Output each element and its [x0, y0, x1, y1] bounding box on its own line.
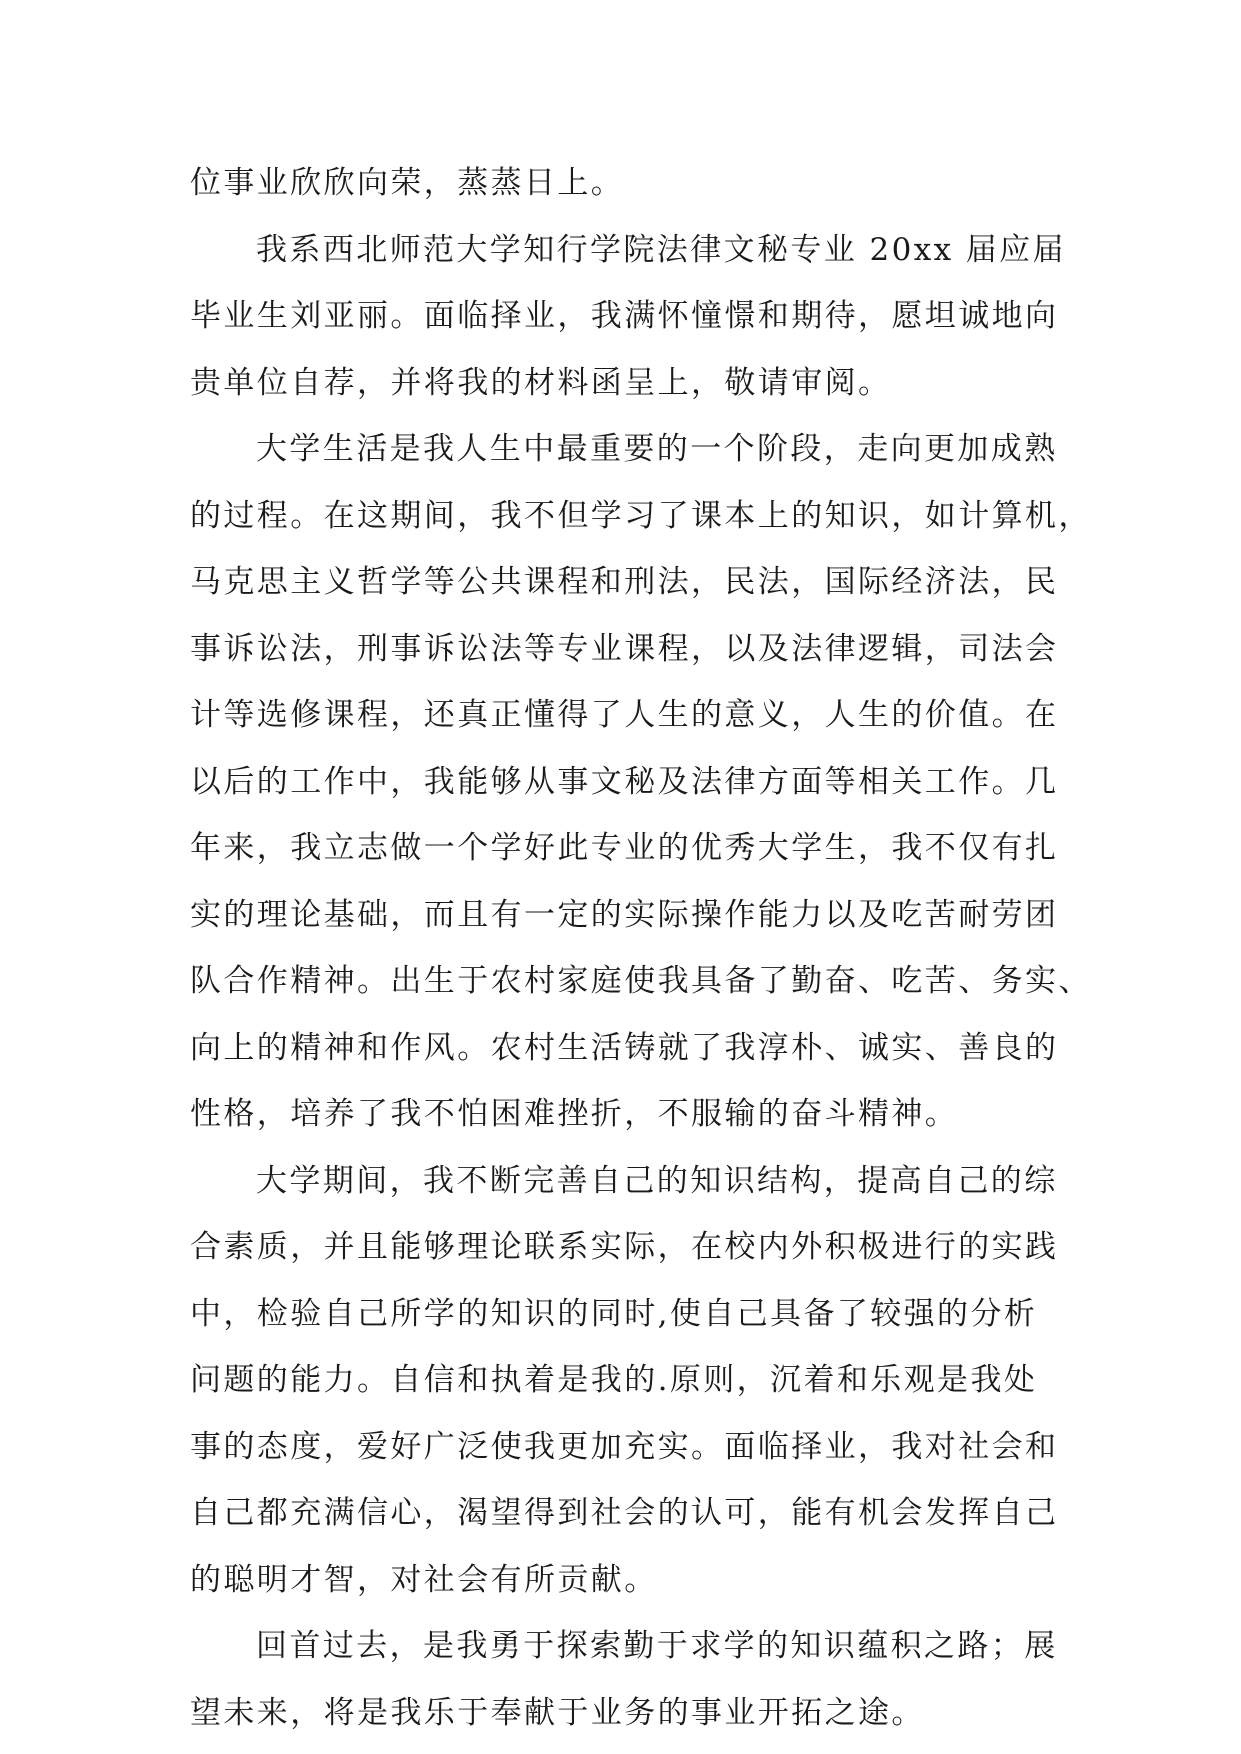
text-line: 毕业生刘亚丽。面临择业，我满怀憧憬和期待，愿坦诚地向	[190, 298, 1059, 334]
text-line: 望未来，将是我乐于奉献于业务的事业开拓之途。	[190, 1694, 925, 1731]
text-line: 年来，我立志做一个学好此专业的优秀大学生，我不仅有扎	[190, 830, 1059, 866]
text-line: 中，检验自己所学的知识的同时,使自己具备了较强的分析	[190, 1295, 1038, 1332]
text-line: 事的态度，爱好广泛使我更加充实。面临择业，我对社会和	[190, 1428, 1059, 1465]
text-line: 以后的工作中，我能够从事文秘及法律方面等相关工作。几	[190, 763, 1059, 800]
text-line: 大学期间，我不断完善自己的知识结构，提高自己的综	[256, 1162, 1058, 1199]
text-line: 合素质，并且能够理论联系实际，在校内外积极进行的实践	[190, 1229, 1059, 1265]
text-line: 问题的能力。自信和执着是我的.原则，沉着和乐观是我处	[190, 1362, 1038, 1398]
text-line: 事诉讼法，刑事诉讼法等专业课程，以及法律逻辑，司法会	[190, 630, 1059, 667]
text-line: 回首过去，是我勇于探索勤于求学的知识蕴积之路；展	[256, 1628, 1058, 1664]
text-line: 马克思主义哲学等公共课程和刑法，民法，国际经济法，民	[190, 564, 1059, 600]
text-line: 的过程。在这期间，我不但学习了课本上的知识，如计算机，	[190, 497, 1092, 534]
text-line: 自己都充满信心，渴望得到社会的认可，能有机会发挥自己	[190, 1495, 1059, 1531]
text-line: 大学生活是我人生中最重要的一个阶段，走向更加成熟	[256, 431, 1058, 467]
text-line: 位事业欣欣向荣，蒸蒸日上。	[190, 165, 625, 201]
document-body	[190, 150, 1092, 1746]
text-line: 实的理论基础，而且有一定的实际操作能力以及吃苦耐劳团	[190, 896, 1059, 933]
text-line: 计等选修课程，还真正懂得了人生的意义，人生的价值。在	[190, 697, 1059, 733]
text-line: 的聪明才智，对社会有所贡献。	[190, 1561, 658, 1598]
text-line: 我系西北师范大学知行学院法律文秘专业 20xx 届应届	[256, 231, 1066, 268]
text-line: 性格，培养了我不怕困难挫折，不服输的奋斗精神。	[190, 1096, 959, 1132]
text-line: 贵单位自荐，并将我的材料函呈上，敬请审阅。	[190, 364, 892, 401]
text-line: 队合作精神。出生于农村家庭使我具备了勤奋、吃苦、务实、	[190, 963, 1092, 999]
text-line: 向上的精神和作风。农村生活铸就了我淳朴、诚实、善良的	[190, 1029, 1059, 1066]
